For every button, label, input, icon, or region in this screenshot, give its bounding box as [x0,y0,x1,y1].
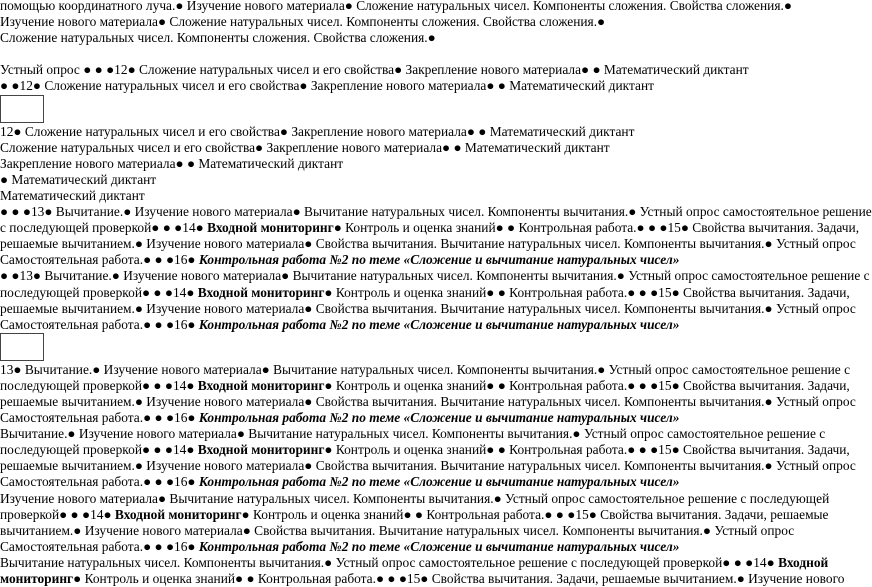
text-run: последующей проверкой● ● ●14● [0,284,198,300]
text-line: ● Математический диктант [0,171,157,187]
image-placeholder-box [0,95,44,123]
text-line: Изучение нового материала● Сложение натуральных чисел. Компоненты сложения. Свойства сложения.● [0,14,606,30]
text-line [0,539,816,555]
text-run: ● Контроль и оценка знаний● ● Контрольная работа.● ● ●15● Свойства вычитания. Задачи, [324,442,850,458]
text-run: ● Контроль и оценка знаний● ● Контрольная работа.● ● ●15● Свойства вычитания. Задачи, [333,220,860,236]
text-line: Вычитание.● Изучение нового материала● Вычитание натуральных чисел. Компоненты вычитания.● Устный опрос самостоятельное решение с [0,426,826,442]
bold-text: Входной мониторинг [197,377,325,393]
text-line [0,317,816,333]
bold-text: Входной мониторинг [114,506,242,522]
text-line: ● ● ●13● Вычитание.● Изучение нового материала● Вычитание натуральных чисел. Компоненты вычитания.● Устный опрос самостоятельное решение [0,204,872,220]
text-run: Вычитание натуральных чисел. Компоненты вычитания.● Устный опрос самостоятельное решение с последующей проверкой● ● ●14● [0,554,779,570]
text-line: ● ●12● Сложение натуральных чисел и его свойства● Закрепление нового материала● ● Математический диктант [0,78,654,94]
text-run: Самостоятельная работа.● ● ●16● [0,252,199,268]
text-run: ● Контроль и оценка знаний● ● Контрольная работа.● ● ●15● Свойства вычитания. Задачи, решаемые вычитанием.● Изучение нового [73,571,845,586]
bold-italic-text: Контрольная работа №2 по теме «Сложение и вычитание натуральных чисел» [198,410,680,426]
bold-italic-text: Контрольная работа №2 по теме «Сложение и вычитание натуральных чисел» [198,474,680,490]
text-run: Самостоятельная работа.● ● ●16● [0,474,199,490]
text-line: Сложение натуральных чисел. Компоненты сложения. Свойства сложения.● [0,30,436,46]
text-line: 13● Вычитание.● Изучение нового материала● Вычитание натуральных чисел. Компоненты вычитания.● Устный опрос самостоятельное решение с [0,361,851,377]
text-run: Самостоятельная работа.● ● ●16● [0,410,199,426]
bold-text: Входной мониторинг [197,284,325,300]
text-line [0,377,850,394]
text-line: Закрепление нового материала● ● Математический диктант [0,155,344,171]
text-line [0,571,845,587]
text-line: Сложение натуральных чисел и его свойства● Закрепление нового материала● ● Математический диктант [0,139,610,155]
text-line: 12● Сложение натуральных чисел и его свойства● Закрепление нового материала● ● Математический диктант [0,123,635,139]
text-line [0,252,816,268]
text-line: Устный опрос ● ● ●12● Сложение натуральных чисел и его свойства● Закрепление нового материала● ● Математический диктант [0,62,749,78]
blank-line [0,46,816,62]
bold-text: мониторинг [0,571,74,586]
text-line [0,410,816,426]
text-run: проверкой● ● ●14● [0,506,115,522]
text-line: помощью координатного луча.● Изучение нового материала● Сложение натуральных чисел. Компоненты сложения. Свойства сложения.● [0,0,792,13]
text-line: решаемые вычитанием.● Изучение нового материала● Свойства вычитания. Вычитание натуральных чисел. Компоненты вычитания.● Устный опрос [0,236,856,252]
text-line: вычитанием.● Изучение нового материала● Свойства вычитания. Вычитание натуральных чисел. Компоненты вычитания.● Устный опрос [0,522,795,538]
bold-text: Входной [778,554,829,570]
text-line [0,220,860,236]
text-line [0,442,850,458]
text-line: Математический диктант [0,187,145,203]
text-run: ● Контроль и оценка знаний● ● Контрольная работа.● ● ●15● Свойства вычитания. Задачи, [324,377,850,393]
bold-text: Входной мониторинг [207,220,334,236]
text-line: решаемые вычитанием.● Изучение нового материала● Свойства вычитания. Вычитание натуральных чисел. Компоненты вычитания.● Устный опрос [0,458,856,474]
bold-text: Входной мониторинг [197,442,325,458]
text-line: решаемые вычитанием.● Изучение нового материала● Свойства вычитания. Вычитание натуральных чисел. Компоненты вычитания.● Устный опрос [0,300,856,316]
text-line [0,554,829,571]
text-line: решаемые вычитанием.● Изучение нового материала● Свойства вычитания. Вычитание натуральных чисел. Компоненты вычитания.● Устный опрос [0,393,856,409]
text-run: последующей проверкой● ● ●14● [0,377,198,393]
bold-italic-text: Контрольная работа №2 по теме «Сложение и вычитание натуральных чисел» [198,316,680,332]
bold-italic-text: Контрольная работа №2 по теме «Сложение и вычитание натуральных чисел» [198,538,680,554]
text-run: последующей проверкой● ● ●14● [0,442,198,458]
bold-italic-text: Контрольная работа №2 по теме «Сложение и вычитание натуральных чисел» [198,252,680,268]
text-run: ● Контроль и оценка знаний● ● Контрольная работа.● ● ●15● Свойства вычитания. Задачи, решаемые [241,506,829,522]
image-placeholder-box [0,333,44,361]
text-line: Изучение нового материала● Вычитание натуральных чисел. Компоненты вычитания.● Устный опрос самостоятельное решение с последующей [0,490,830,506]
text-line [0,284,850,301]
text-run: Самостоятельная работа.● ● ●16● [0,316,199,332]
text-run: ● Контроль и оценка знаний● ● Контрольная работа.● ● ●15● Свойства вычитания. Задачи, [324,284,850,300]
text-line: ● ●13● Вычитание.● Изучение нового материала● Вычитание натуральных чисел. Компоненты вычитания.● Устный опрос самостоятельное решение с [0,268,870,284]
text-run: с последующей проверкой● ● ●14● [0,220,208,236]
text-line [0,474,816,490]
text-line [0,506,829,523]
text-run: Самостоятельная работа.● ● ●16● [0,538,199,554]
